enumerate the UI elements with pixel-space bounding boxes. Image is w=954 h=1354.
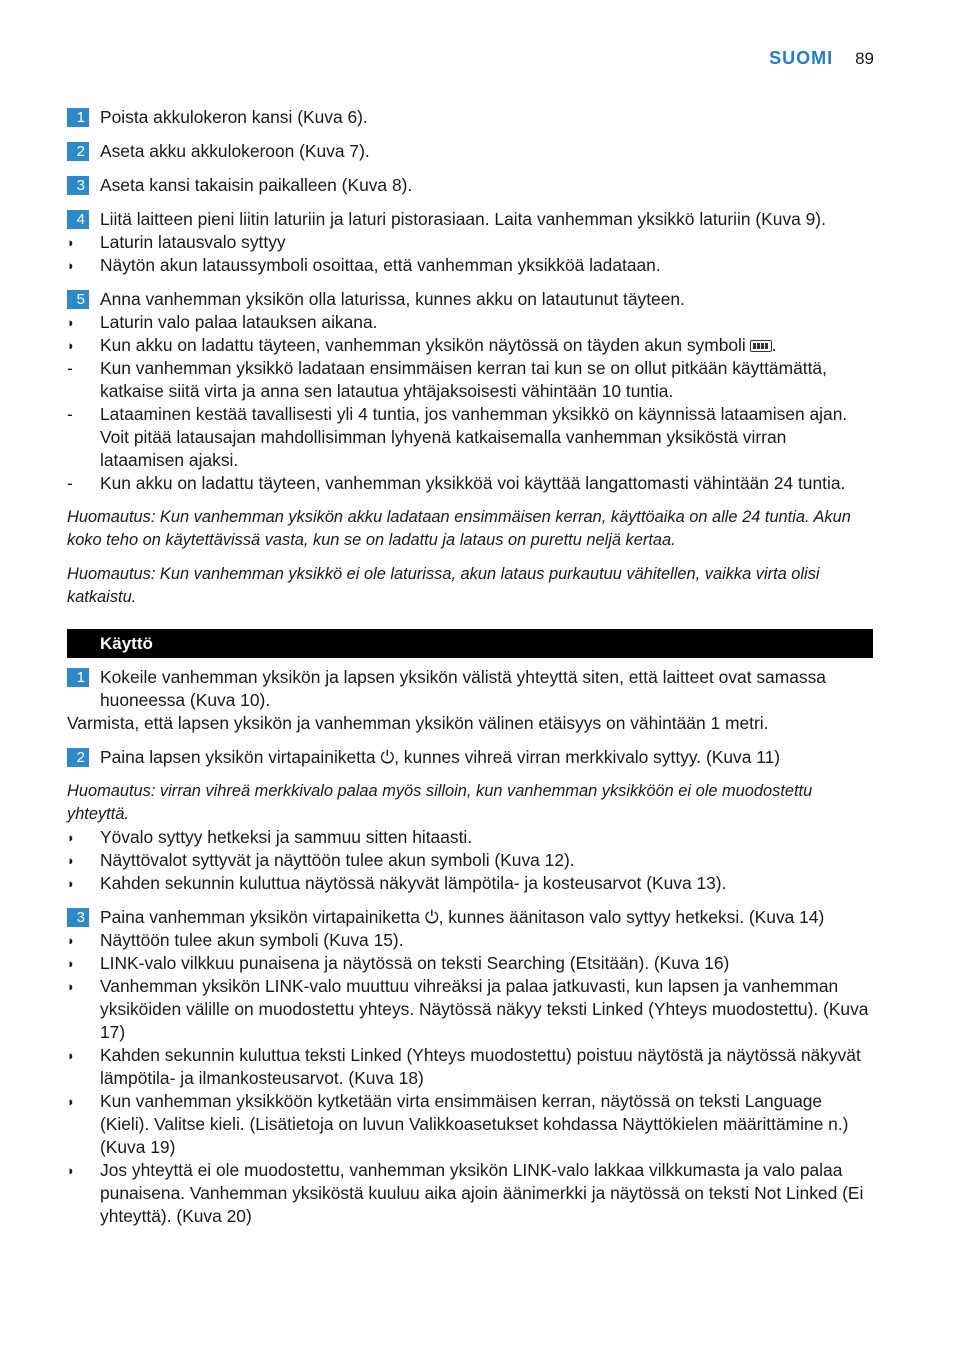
bullet-icon: ◗	[67, 933, 75, 948]
step-number: 5	[67, 290, 89, 309]
bullet-icon: ◗	[67, 979, 75, 994]
battery-full-icon	[750, 340, 772, 352]
result-bullet	[67, 952, 873, 975]
step-row	[67, 666, 873, 712]
bullet-text-end: .	[771, 335, 777, 355]
result-bullet	[67, 254, 873, 277]
bullet-icon: ◗	[67, 315, 75, 330]
step-number: 3	[67, 908, 89, 927]
result-bullet	[67, 849, 873, 872]
dash-marker: -	[67, 358, 73, 378]
bullet-text: Kun vanhemman yksikköön kytketään virta ensimmäisen kerran, näytössä on teksti Language (Kieli). Valitse kieli. (Lisätietoja on luvun Valikkoasetukset kohdassa Näyttökielen määrittämine n.) (Kuva 19)	[100, 1091, 849, 1157]
section-heading: Käyttö	[67, 629, 873, 658]
bullet-icon: ◗	[67, 235, 75, 250]
language-label: SUOMI	[769, 48, 834, 68]
step-row	[67, 746, 873, 769]
bullet-text: Näyttövalot syttyvät ja näyttöön tulee akun symboli (Kuva 12).	[100, 850, 575, 870]
bullet-text: Laturin valo palaa latauksen aikana.	[100, 312, 378, 332]
bullet-text: Vanhemman yksikön LINK-valo muuttuu vihreäksi ja palaa jatkuvasti, kun lapsen ja vanhemman yksiköiden välille on muodostettu yhteys. Näytössä näkyy teksti Linked (Yhteys muodostettu). (Kuva 17)	[100, 976, 869, 1042]
step-text: Anna vanhemman yksikön olla laturissa, kunnes akku on latautunut täyteen.	[100, 289, 685, 309]
bullet-icon: ◗	[67, 1163, 75, 1178]
bullet-icon: ◗	[67, 853, 75, 868]
bullet-icon: ◗	[67, 830, 75, 845]
power-icon: ⏻	[424, 907, 439, 927]
result-bullet	[67, 311, 873, 334]
step-number: 4	[67, 210, 89, 229]
bullet-icon: ◗	[67, 1094, 75, 1109]
bullet-icon: ◗	[67, 1048, 75, 1063]
result-bullet	[67, 231, 873, 254]
step-text-end: , kunnes äänitason valo syttyy hetkeksi. (Kuva 14)	[438, 907, 825, 927]
step-number: 2	[67, 748, 89, 767]
dash-marker: -	[67, 473, 73, 493]
step-number: 1	[67, 668, 89, 687]
bullet-text: Jos yhteyttä ei ole muodostettu, vanhemman yksikön LINK-valo lakkaa vilkkumasta ja valo palaa punaisena. Vanhemman yksiköstä kuuluu aika ajoin äänimerkki ja näytössä on teksti Not Linked (Ei yhteyttä). (Kuva 20)	[100, 1160, 864, 1226]
result-bullet	[67, 1044, 873, 1090]
bullet-text: Kahden sekunnin kuluttua teksti Linked (Yhteys muodostettu) poistuu näytöstä ja näytössä näkyvät lämpötila- ja ilmankosteusarvot. (Kuva 18)	[100, 1045, 861, 1088]
bullet-text: LINK-valo vilkkuu punaisena ja näytössä on teksti Searching (Etsitään). (Kuva 16)	[100, 953, 730, 973]
result-bullet	[67, 872, 873, 895]
page-number: 89	[855, 49, 874, 68]
step-row	[67, 174, 873, 197]
step-text: Kokeile vanhemman yksikön ja lapsen yksikön välistä yhteyttä siten, että laitteet ovat samassa huoneessa (Kuva 10).	[100, 667, 826, 710]
bullet-icon: ◗	[67, 338, 75, 353]
dash-text: Kun vanhemman yksikkö ladataan ensimmäisen kerran tai kun se on ollut pitkään käyttämättä, katkaise siitä virta ja anna sen latautua yhtäjaksoisesti vähintään 10 tuntia.	[100, 358, 827, 401]
step-text-end: , kunnes vihreä virran merkkivalo syttyy. (Kuva 11)	[394, 747, 781, 767]
note-text: Huomautus: Kun vanhemman yksikkö ei ole laturissa, akun lataus purkautuu vähitellen, vaikka virta olisi katkaistu.	[67, 565, 820, 606]
power-icon: ⏻	[380, 747, 395, 767]
step-text: Paina vanhemman yksikön virtapainiketta	[100, 907, 420, 927]
step-row	[67, 106, 873, 129]
dash-text: Kun akku on ladattu täyteen, vanhemman yksikköä voi käyttää langattomasti vähintään 24 tuntia.	[100, 473, 846, 493]
step-number: 3	[67, 176, 89, 195]
note-text: Huomautus: Kun vanhemman yksikön akku ladataan ensimmäisen kerran, käyttöaika on alle 24 tuntia. Akun koko teho on käytettävissä vasta, kun se on ladattu ja lataus on purettu neljä kertaa.	[67, 508, 851, 549]
step-row	[67, 906, 873, 929]
bullet-icon: ◗	[67, 956, 75, 971]
step-row	[67, 140, 873, 163]
bullet-text: Kahden sekunnin kuluttua näytössä näkyvät lämpötila- ja kosteusarvot (Kuva 13).	[100, 873, 727, 893]
step-text: Poista akkulokeron kansi (Kuva 6).	[100, 107, 368, 127]
dash-marker: -	[67, 404, 73, 424]
bullet-text: Näytön akun lataussymboli osoittaa, että vanhemman yksikköä ladataan.	[100, 255, 661, 275]
step-text: Aseta akku akkulokeroon (Kuva 7).	[100, 141, 370, 161]
dash-text: Lataaminen kestää tavallisesti yli 4 tuntia, jos vanhemman yksikkö on käynnissä lataamisen ajan. Voit pitää latausajan mahdollisimman lyhyenä katkaisemalla vanhemman yksiköstä virran lataamisen ajaksi.	[100, 404, 848, 470]
page-header	[769, 48, 874, 69]
result-bullet	[67, 826, 873, 849]
step-number: 1	[67, 108, 89, 127]
step-text: Liitä laitteen pieni liitin laturiin ja laturi pistorasiaan. Laita vanhemman yksikkö laturiin (Kuva 9).	[100, 209, 826, 229]
step-text: Aseta kansi takaisin paikalleen (Kuva 8).	[100, 175, 413, 195]
note-text: Huomautus: virran vihreä merkkivalo palaa myös silloin, kun vanhemman yksikköön ei ole muodostettu yhteyttä.	[67, 782, 813, 823]
step-number: 2	[67, 142, 89, 161]
step-text: Paina lapsen yksikön virtapainiketta	[100, 747, 376, 767]
manual-content	[67, 106, 873, 1228]
step-followup: Varmista, että lapsen yksikön ja vanhemman yksikön välinen etäisyys on vähintään 1 metri.	[67, 713, 769, 733]
bullet-icon: ◗	[67, 258, 75, 273]
result-bullet	[67, 975, 873, 1044]
bullet-text: Laturin latausvalo syttyy	[100, 232, 286, 252]
dash-item	[67, 472, 873, 495]
bullet-icon: ◗	[67, 876, 75, 891]
result-bullet	[67, 929, 873, 952]
bullet-text: Näyttöön tulee akun symboli (Kuva 15).	[100, 930, 404, 950]
step-row	[67, 288, 873, 311]
result-bullet	[67, 1090, 873, 1159]
result-bullet	[67, 1159, 873, 1228]
step-row	[67, 208, 873, 231]
dash-item	[67, 403, 873, 472]
result-bullet	[67, 334, 873, 357]
bullet-text: Kun akku on ladattu täyteen, vanhemman yksikön näytössä on täyden akun symboli	[100, 335, 746, 355]
bullet-text: Yövalo syttyy hetkeksi ja sammuu sitten hitaasti.	[100, 827, 473, 847]
dash-item	[67, 357, 873, 403]
